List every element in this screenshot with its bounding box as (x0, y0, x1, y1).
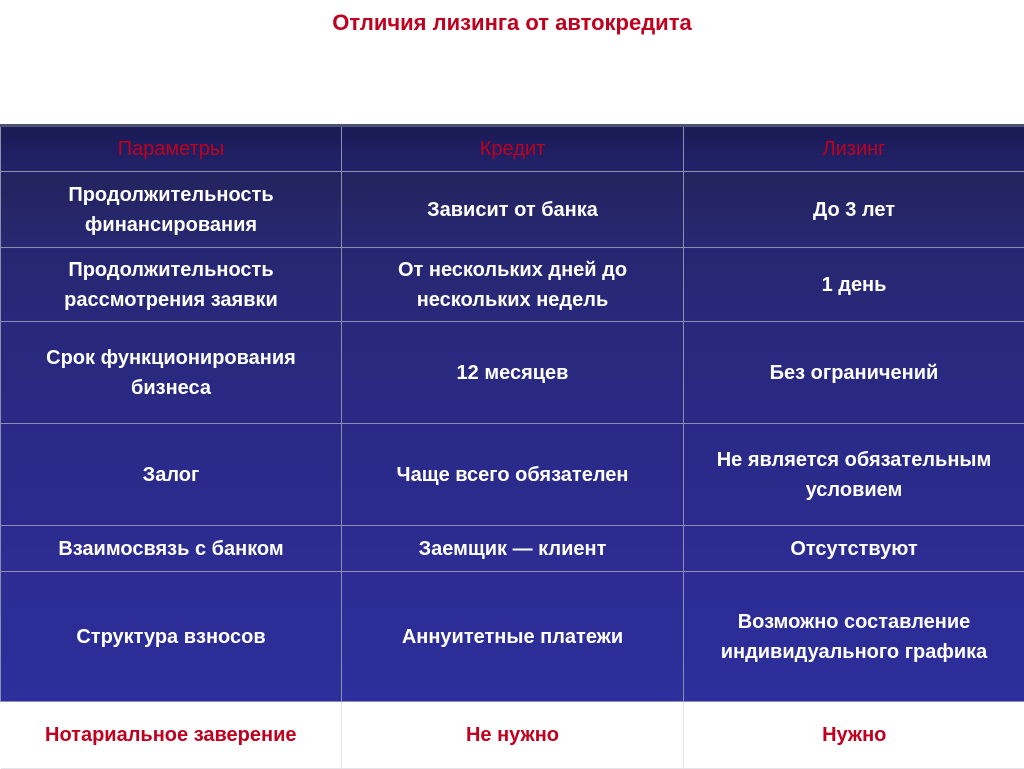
header-parameters: Параметры (1, 126, 342, 172)
comparison-table (0, 124, 1024, 769)
table-row (1, 702, 1024, 769)
table-row (1, 322, 1024, 424)
cell-credit: Заемщик — клиент (342, 526, 684, 572)
cell-leasing: Отсутствуют (684, 526, 1024, 572)
cell-credit: Чаще всего обязателен (342, 424, 684, 526)
cell-leasing: Нужно (684, 702, 1024, 769)
cell-credit: От нескольких дней до нескольких недель (342, 248, 684, 322)
cell-leasing: Возможно составление индивидуального графика (684, 572, 1024, 702)
cell-credit: Не нужно (342, 702, 684, 769)
cell-parameter: Взаимосвязь с банком (1, 526, 342, 572)
cell-credit: Аннуитетные платежи (342, 572, 684, 702)
header-leasing: Лизинг (684, 126, 1024, 172)
cell-parameter: Нотариальное заверение (1, 702, 342, 769)
table-row (1, 424, 1024, 526)
cell-credit: 12 месяцев (342, 322, 684, 424)
cell-leasing: Без ограничений (684, 322, 1024, 424)
table-header-row (1, 126, 1024, 172)
slide-title: Отличия лизинга от автокредита (0, 8, 1024, 38)
cell-parameter: Срок функционирования бизнеса (1, 322, 342, 424)
cell-leasing: Не является обязательным условием (684, 424, 1024, 526)
comparison-table-container (0, 124, 1024, 767)
table-row (1, 526, 1024, 572)
cell-leasing: До 3 лет (684, 172, 1024, 248)
table-row (1, 172, 1024, 248)
table-row (1, 572, 1024, 702)
cell-credit: Зависит от банка (342, 172, 684, 248)
table-row (1, 248, 1024, 322)
cell-parameter: Залог (1, 424, 342, 526)
cell-parameter: Продолжительность рассмотрения заявки (1, 248, 342, 322)
cell-parameter: Продолжительность финансирования (1, 172, 342, 248)
cell-leasing: 1 день (684, 248, 1024, 322)
header-credit: Кредит (342, 126, 684, 172)
cell-parameter: Структура взносов (1, 572, 342, 702)
